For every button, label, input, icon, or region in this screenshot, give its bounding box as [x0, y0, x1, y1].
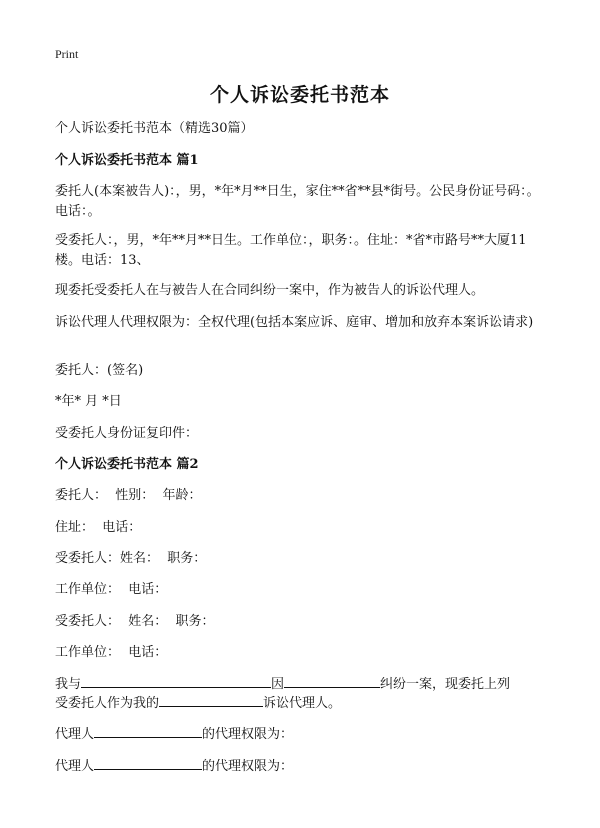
section1-paragraph-4: 诉讼代理人代理权限为：全权代理(包括本案应诉、庭审、增加和放弃本案诉讼请求) [55, 315, 534, 330]
text-segment: 的代理权限为： [202, 727, 294, 742]
section1-paragraph-7: 受委托人身份证复印件： [55, 426, 199, 441]
section2-paragraph-b [55, 692, 545, 714]
blank-line [159, 692, 263, 707]
text-segment: 纠纷一案，现委托上列 [380, 677, 511, 692]
print-label[interactable]: Print [55, 47, 79, 61]
section2-line-6: 工作单位： 电话： [55, 645, 168, 660]
blank-line [94, 723, 202, 738]
agent-line-2 [55, 755, 545, 777]
text-segment: 因 [271, 677, 285, 692]
section2-line-5: 受委托人： 姓名： 职务： [55, 614, 215, 629]
text-segment: 受委托人作为我的 [55, 696, 160, 711]
section2-line-3: 受委托人：姓名： 职务： [55, 551, 207, 566]
blank-line [81, 673, 271, 688]
section1-date: *年* 月 *日 [55, 394, 122, 409]
blank-line [94, 755, 202, 770]
blank-line [284, 673, 380, 688]
text-segment: 的代理权限为： [202, 759, 294, 774]
text-segment: 我与 [55, 677, 82, 692]
section1-paragraph-3: 现委托受委托人在与被告人在合同纠纷一案中，作为被告人的诉讼代理人。 [55, 283, 485, 298]
agent-line-1 [55, 723, 545, 745]
text-segment: 诉讼代理人。 [263, 696, 342, 711]
section1-paragraph-2: 受委托人：，男，*年**月**日生。工作单位：，职务：。住址：*省*市路号**大厦11楼。电话：13、 [55, 233, 527, 268]
section2-line-2: 住址： 电话： [55, 520, 142, 535]
section2-line-1: 委托人： 性别： 年龄： [55, 488, 202, 503]
text-segment: 代理人 [55, 759, 95, 774]
section2-line-4: 工作单位： 电话： [55, 582, 168, 597]
text-segment: 代理人 [55, 727, 95, 742]
section1-paragraph-1: 委托人(本案被告人)：，男，*年*月**日生，家住**省**县*街号。公民身份证号码：。电话：。 [55, 184, 540, 219]
section1-paragraph-5: 委托人：(签名) [55, 363, 144, 378]
subtitle: 个人诉讼委托书范本（精选30篇） [55, 121, 254, 136]
section2-heading: 个人诉讼委托书范本 篇2 [55, 457, 199, 472]
section1-heading: 个人诉讼委托书范本 篇1 [55, 153, 199, 168]
page-title: 个人诉讼委托书范本 [209, 84, 390, 106]
